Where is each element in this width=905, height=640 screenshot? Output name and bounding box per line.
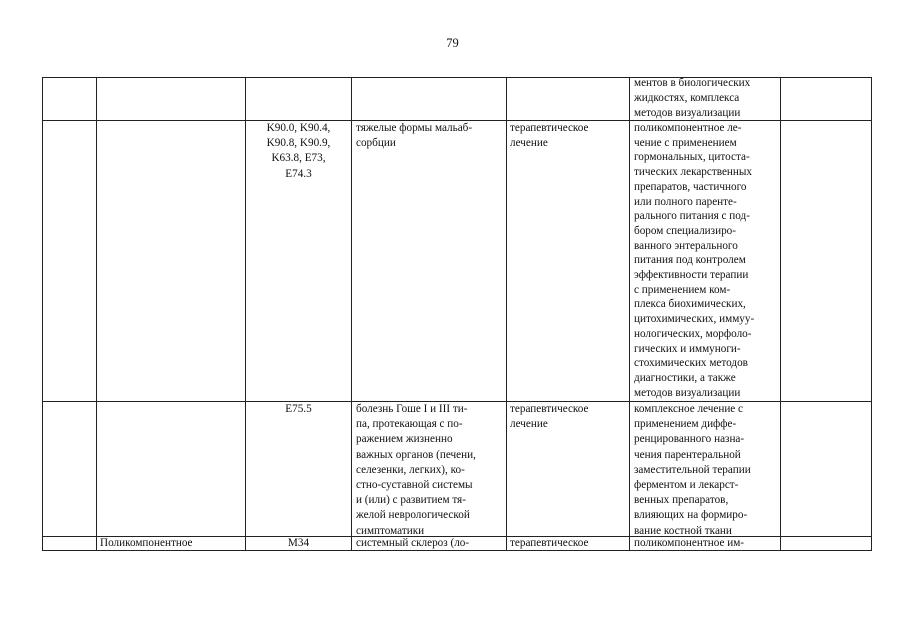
- table-rule: [96, 77, 97, 551]
- table-rule: [42, 77, 43, 551]
- method-cell: поликомпонентное ле- чение с применением гормональных, цитоста- тических лекарственных препаратов, частичного или полного паренте- рального питания с под- бором специализиро- ванного энтерального питания под контролем эффективности терапии с применением ком- плекса биохимических, цитохимических, иммуу- нологических, морфоло- гических и иммуноги- стохимических методов диагностики, а также методов визуализации: [634, 122, 755, 399]
- page-number: 79: [446, 36, 459, 50]
- condition-cell: болезнь Гоше I и III ти- па, протекающая с по- ражением жизненно важных органов (печени, селезенки, легких), ко- стно-суставной системы и (или) с развитием тя- желой неврологической симптоматики: [356, 403, 476, 537]
- table-rule: [506, 77, 507, 551]
- condition-cell: системный склероз (ло-: [356, 537, 470, 549]
- treatment-type-cell: терапевтическое лечение: [510, 122, 589, 150]
- table-rule: [351, 77, 352, 551]
- condition-cell: тяжелые формы мальаб- сорбции: [356, 122, 473, 150]
- method-cell: комплексное лечение с применением диффе- ренцированного назна- чения парентеральной заместительной терапии ферментом и лекарст- венных препаратов, влияющих на формиро- вание костной ткани: [634, 403, 751, 537]
- treatment-type-cell: терапевтическое лечение: [510, 403, 589, 431]
- medical-care-table: [42, 77, 872, 551]
- treatment-type-cell: терапевтическое: [510, 537, 589, 549]
- table-rule: [780, 77, 781, 551]
- method-cell: ментов в биологических жидкостях, комплекса методов визуализации: [634, 77, 751, 120]
- code-cell: K90.0, K90.4, K90.8, K90.9, K63.8, E73, E74.3: [266, 122, 331, 180]
- code-cell: M34: [287, 537, 310, 549]
- name-cell: Поликомпонентное: [100, 537, 193, 549]
- method-cell: поликомпонентное им-: [634, 537, 745, 549]
- table-rule: [871, 77, 872, 551]
- code-cell: E75.5: [285, 403, 312, 415]
- table-rule: [629, 77, 630, 551]
